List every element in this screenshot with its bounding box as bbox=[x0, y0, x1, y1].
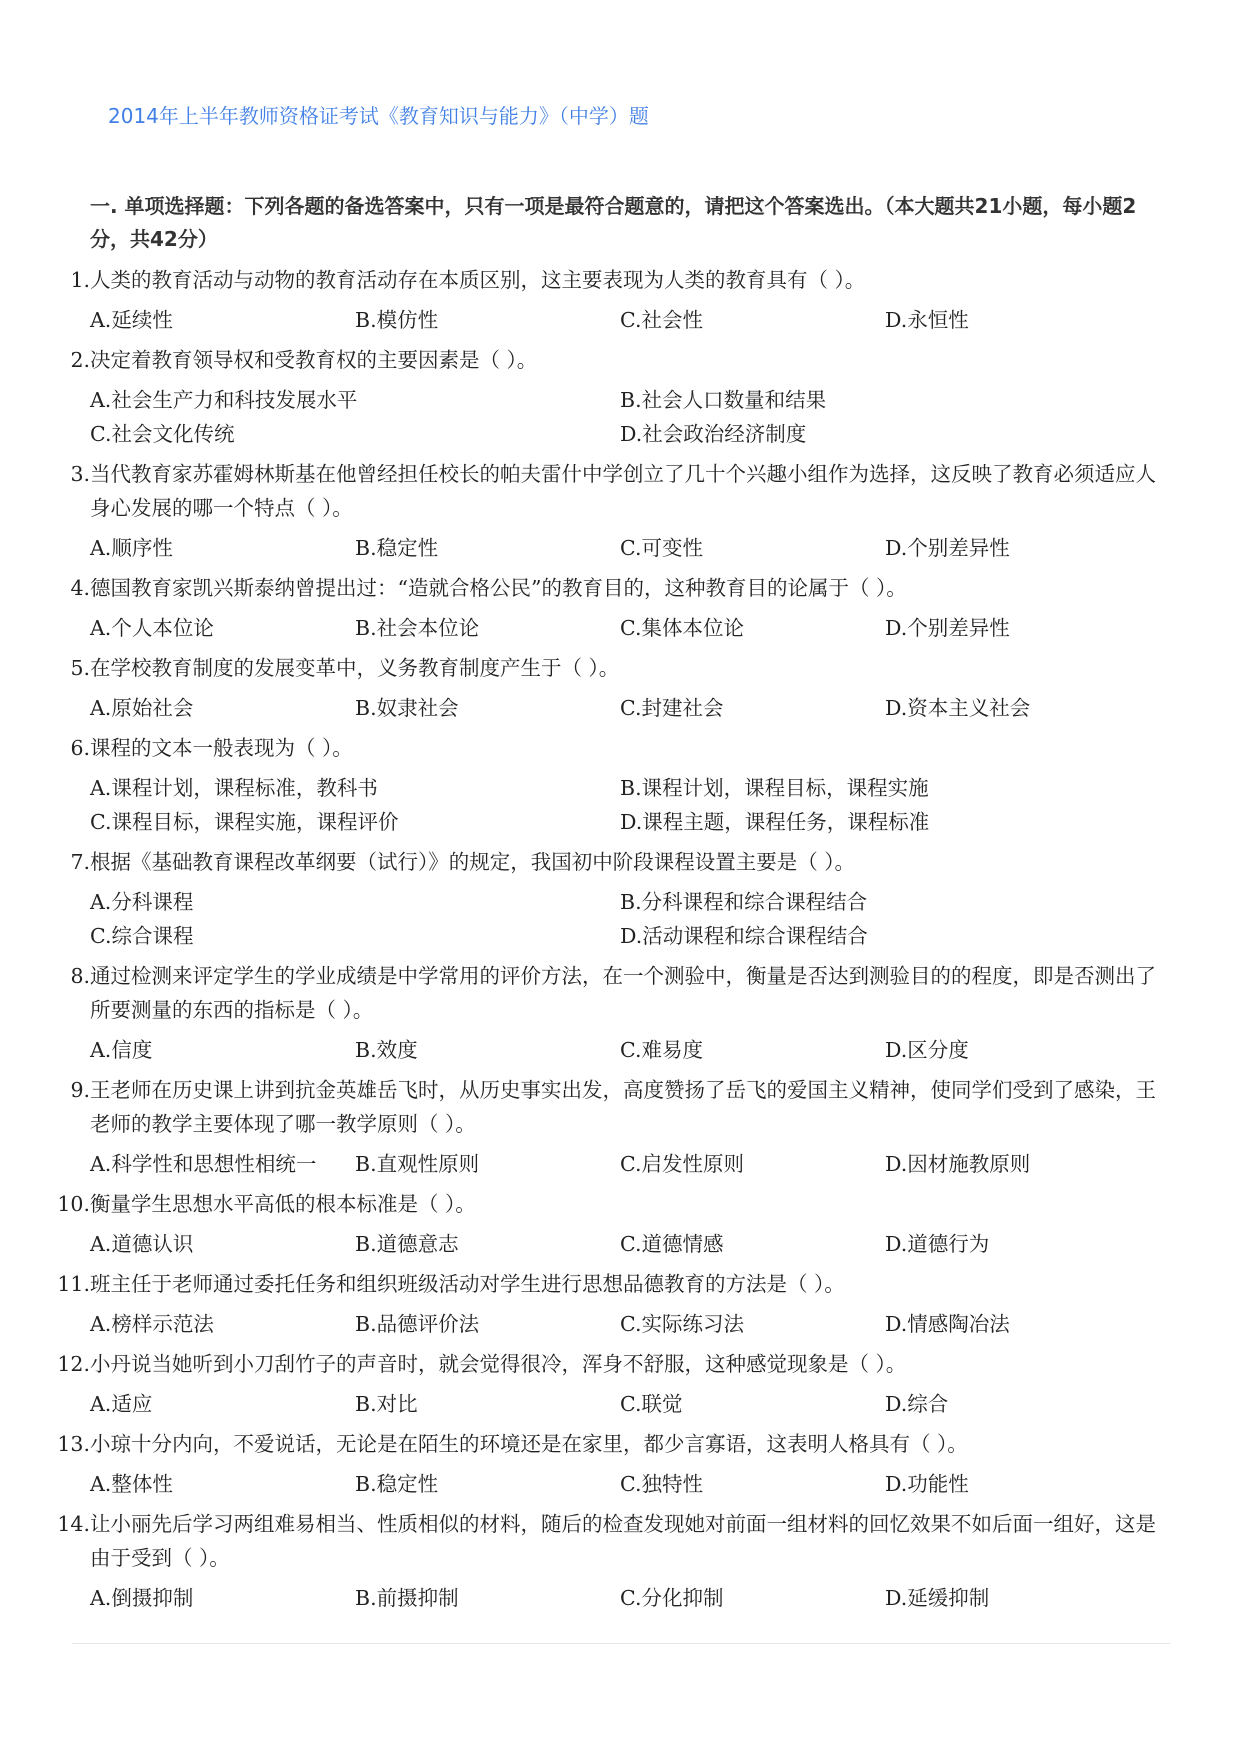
answer-option: A.榜样示范法 bbox=[90, 1312, 214, 1336]
answer-option: A.延续性 bbox=[90, 308, 173, 332]
question-item bbox=[56, 959, 1156, 1027]
answer-option: D.活动课程和综合课程结合 bbox=[620, 924, 868, 948]
question-text: 小丹说当她听到小刀刮竹子的声音时，就会觉得很冷，浑身不舒服，这种感觉现象是（ ）。 bbox=[90, 1352, 907, 1376]
answer-option: B.直观性原则 bbox=[355, 1152, 480, 1176]
question-number: 2. bbox=[70, 348, 90, 372]
answer-option: C.集体本位论 bbox=[620, 616, 744, 640]
question-text: 人类的教育活动与动物的教育活动存在本质区别，这主要表现为人类的教育具有（ ）。 bbox=[90, 268, 866, 292]
answer-option: B.模仿性 bbox=[355, 308, 439, 332]
question-item bbox=[56, 1347, 1156, 1381]
answer-option: B.对比 bbox=[355, 1392, 418, 1416]
question-number: 10. bbox=[57, 1192, 90, 1216]
question-text: 当代教育家苏霍姆林斯基在他曾经担任校长的帕夫雷什中学创立了几十个兴趣小组作为选择，这反映了教育必须适应人身心发展的哪一个特点（ ）。 bbox=[90, 462, 1156, 520]
question-text: 决定着教育领导权和受教育权的主要因素是（ ）。 bbox=[90, 348, 538, 372]
question-text: 德国教育家凯兴斯泰纳曾提出过：“造就合格公民”的教育目的，这种教育目的论属于（ ）。 bbox=[90, 576, 907, 600]
question-number: 12. bbox=[57, 1352, 90, 1376]
question-text: 让小丽先后学习两组难易相当、性质相似的材料，随后的检查发现她对前面一组材料的回忆效果不如后面一组好，这是由于受到（ ）。 bbox=[90, 1512, 1156, 1570]
question-text: 通过检测来评定学生的学业成绩是中学常用的评价方法，在一个测验中，衡量是否达到测验目的的程度，即是否测出了所要测量的东西的指标是（ ）。 bbox=[90, 964, 1156, 1022]
answer-option: A.个人本位论 bbox=[90, 616, 214, 640]
answer-option: D.社会政治经济制度 bbox=[620, 422, 807, 446]
section-heading: 一. 单项选择题：下列各题的备选答案中，只有一项是最符合题意的，请把这个答案选出。（本大题共21小题，每小题2分，共42分） bbox=[90, 194, 1137, 251]
question-item bbox=[56, 1267, 1156, 1301]
question-number: 7. bbox=[70, 850, 90, 874]
answer-option: A.原始社会 bbox=[90, 696, 194, 720]
answer-option: A.整体性 bbox=[90, 1472, 173, 1496]
answer-option: B.分科课程和综合课程结合 bbox=[620, 890, 868, 914]
option-group bbox=[90, 303, 1156, 337]
question-number: 14. bbox=[57, 1512, 90, 1536]
question-text: 根据《基础教育课程改革纲要（试行）》的规定，我国初中阶段课程设置主要是（ ）。 bbox=[90, 850, 856, 874]
page-divider bbox=[72, 1643, 1170, 1644]
question-number: 9. bbox=[70, 1078, 90, 1102]
option-group bbox=[90, 1033, 1156, 1067]
question-text: 小琼十分内向，不爱说话，无论是在陌生的环境还是在家里，都少言寡语，这表明人格具有（ ）。 bbox=[90, 1432, 968, 1456]
question-text: 课程的文本一般表现为（ ）。 bbox=[90, 736, 353, 760]
answer-option: D.课程主题，课程任务，课程标准 bbox=[620, 810, 930, 834]
answer-option: C.可变性 bbox=[620, 536, 703, 560]
option-group bbox=[90, 1581, 1156, 1615]
answer-option: C.课程目标，课程实施，课程评价 bbox=[90, 810, 399, 834]
question-item bbox=[56, 845, 1156, 879]
option-group bbox=[90, 885, 1156, 953]
answer-option: D.区分度 bbox=[885, 1038, 969, 1062]
question-item bbox=[56, 457, 1156, 525]
option-group bbox=[90, 1307, 1156, 1341]
question-number: 6. bbox=[70, 736, 90, 760]
option-group bbox=[90, 611, 1156, 645]
question-item bbox=[56, 571, 1156, 605]
question-text: 衡量学生思想水平高低的根本标准是（ ）。 bbox=[90, 1192, 476, 1216]
answer-option: C.联觉 bbox=[620, 1392, 683, 1416]
question-number: 11. bbox=[57, 1272, 90, 1296]
answer-option: B.稳定性 bbox=[355, 536, 439, 560]
answer-option: A.适应 bbox=[90, 1392, 153, 1416]
question-item bbox=[56, 1073, 1156, 1141]
answer-option: D.综合 bbox=[885, 1392, 949, 1416]
question-item bbox=[56, 1187, 1156, 1221]
question-item bbox=[56, 343, 1156, 377]
answer-option: B.课程计划，课程目标，课程实施 bbox=[620, 776, 929, 800]
option-group bbox=[90, 1387, 1156, 1421]
option-group bbox=[90, 1147, 1156, 1181]
answer-option: A.信度 bbox=[90, 1038, 153, 1062]
answer-option: C.综合课程 bbox=[90, 924, 194, 948]
answer-option: D.个别差异性 bbox=[885, 616, 1010, 640]
option-group bbox=[90, 531, 1156, 565]
answer-option: C.道德情感 bbox=[620, 1232, 724, 1256]
answer-option: D.道德行为 bbox=[885, 1232, 990, 1256]
answer-option: A.社会生产力和科技发展水平 bbox=[90, 388, 358, 412]
answer-option: B.社会人口数量和结果 bbox=[620, 388, 827, 412]
option-group bbox=[90, 691, 1156, 725]
answer-option: C.社会文化传统 bbox=[90, 422, 235, 446]
question-number: 8. bbox=[70, 964, 90, 988]
answer-option: A.课程计划，课程标准，教科书 bbox=[90, 776, 378, 800]
answer-option: C.封建社会 bbox=[620, 696, 724, 720]
answer-option: B.稳定性 bbox=[355, 1472, 439, 1496]
question-text: 王老师在历史课上讲到抗金英雄岳飞时，从历史事实出发，高度赞扬了岳飞的爱国主义精神，使同学们受到了感染，王老师的教学主要体现了哪一教学原则（ ）。 bbox=[90, 1078, 1156, 1136]
answer-option: C.难易度 bbox=[620, 1038, 703, 1062]
answer-option: B.前摄抑制 bbox=[355, 1586, 459, 1610]
question-number: 4. bbox=[70, 576, 90, 600]
answer-option: D.延缓抑制 bbox=[885, 1586, 990, 1610]
answer-option: A.科学性和思想性相统一 bbox=[90, 1152, 317, 1176]
option-group bbox=[90, 1467, 1156, 1501]
question-item bbox=[56, 731, 1156, 765]
answer-option: A.分科课程 bbox=[90, 890, 194, 914]
answer-option: D.资本主义社会 bbox=[885, 696, 1031, 720]
answer-option: A.道德认识 bbox=[90, 1232, 194, 1256]
answer-option: B.奴隶社会 bbox=[355, 696, 459, 720]
answer-option: D.功能性 bbox=[885, 1472, 969, 1496]
option-group bbox=[90, 383, 1156, 451]
question-text: 在学校教育制度的发展变革中，义务教育制度产生于（ ）。 bbox=[90, 656, 620, 680]
question-item bbox=[56, 1427, 1156, 1461]
question-number: 3. bbox=[70, 462, 90, 486]
option-group bbox=[90, 1227, 1156, 1261]
answer-option: A.顺序性 bbox=[90, 536, 173, 560]
answer-option: C.实际练习法 bbox=[620, 1312, 744, 1336]
answer-option: B.效度 bbox=[355, 1038, 418, 1062]
answer-option: D.个别差异性 bbox=[885, 536, 1010, 560]
answer-option: D.永恒性 bbox=[885, 308, 969, 332]
answer-option: D.情感陶冶法 bbox=[885, 1312, 1010, 1336]
question-number: 13. bbox=[57, 1432, 90, 1456]
answer-option: B.社会本位论 bbox=[355, 616, 480, 640]
answer-option: C.独特性 bbox=[620, 1472, 703, 1496]
answer-option: D.因材施教原则 bbox=[885, 1152, 1031, 1176]
document-title: 2014年上半年教师资格证考试《教育知识与能力》（中学）题 bbox=[108, 104, 649, 128]
option-group bbox=[90, 771, 1156, 839]
answer-option: C.分化抑制 bbox=[620, 1586, 724, 1610]
answer-option: A.倒摄抑制 bbox=[90, 1586, 194, 1610]
question-number: 5. bbox=[70, 656, 90, 680]
question-item bbox=[56, 651, 1156, 685]
answer-option: C.社会性 bbox=[620, 308, 703, 332]
question-text: 班主任于老师通过委托任务和组织班级活动对学生进行思想品德教育的方法是（ ）。 bbox=[90, 1272, 845, 1296]
question-number: 1. bbox=[70, 268, 90, 292]
question-item bbox=[56, 1507, 1156, 1575]
answer-option: C.启发性原则 bbox=[620, 1152, 744, 1176]
answer-option: B.道德意志 bbox=[355, 1232, 459, 1256]
question-list bbox=[56, 257, 1156, 1615]
question-item bbox=[56, 263, 1156, 297]
answer-option: B.品德评价法 bbox=[355, 1312, 480, 1336]
